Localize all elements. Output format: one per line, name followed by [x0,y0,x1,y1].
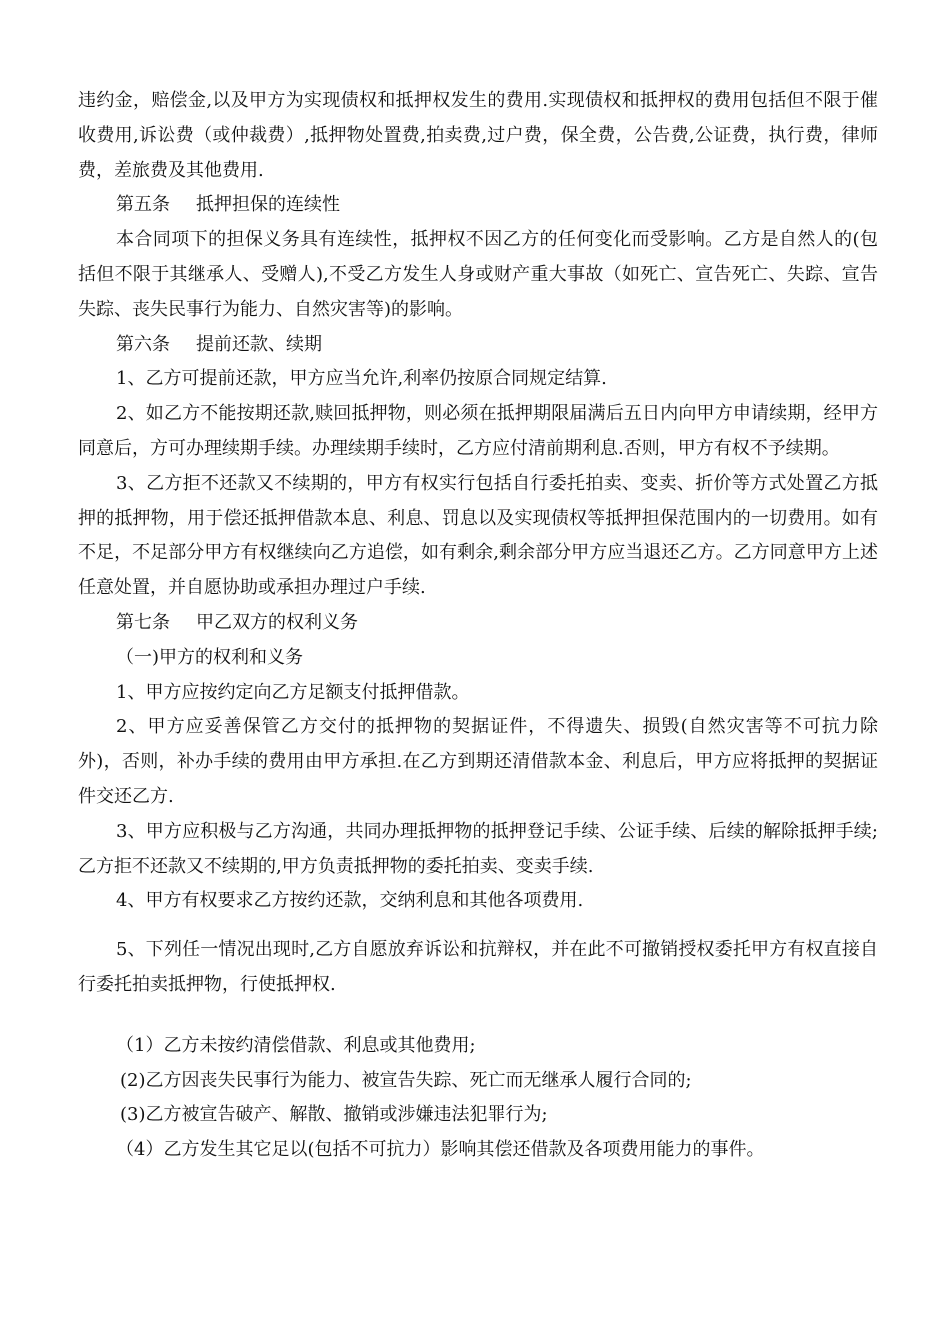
article-5-body: 本合同项下的担保义务具有连续性，抵押权不因乙方的任何变化而受影响。乙方是自然人的(包括但不限于其继承人、受赠人),不受乙方发生人身或财产重大事故（如死亡、宣告死亡、失踪、宣告失踪、丧失民事行为能力、自然灾害等)的影响。 [78,229,878,320]
list-item-3: (3)乙方被宣告破产、解散、撤销或涉嫌违法犯罪行为; [120,1104,548,1126]
spacer [78,1003,878,1029]
article-7-clause-2: 2、甲方应妥善保管乙方交付的抵押物的契据证件，不得遗失、损毁(自然灾害等不可抗力除外)，否则，补办手续的费用由甲方承担.在乙方到期还清借款本金、利息后，甲方应将抵押的契据证件交还乙方. [78,716,878,807]
article-7-clause-5: 5、下列任一情况出现时,乙方自愿放弃诉讼和抗辩权，并在此不可撤销授权委托甲方有权直接自行委托拍卖抵押物，行使抵押权. [78,939,878,995]
document-page [78,84,878,1168]
article-7-clause-4: 4、甲方有权要求乙方按约还款，交纳利息和其他各项费用. [116,890,584,912]
list-item-4: （4）乙方发生其它足以(包括不可抗力）影响其偿还借款及各项费用能力的事件。 [116,1139,765,1161]
article-6-clause-1: 1、乙方可提前还款，甲方应当允许,利率仍按原合同规定结算. [116,368,607,390]
list-item-2: (2)乙方因丧失民事行为能力、被宣告失踪、死亡而无继承人履行合同的; [120,1069,692,1091]
article-7-title: 甲乙双方的权利义务 [196,611,358,633]
article-7-clause-1: 1、甲方应按约定向乙方足额支付抵押借款。 [116,681,470,703]
list-item-1: （1）乙方未按约清偿借款、利息或其他费用; [116,1034,476,1056]
spacer [78,919,878,933]
paragraph-continuation: 违约金，赔偿金,以及甲方为实现债权和抵押权发生的费用.实现债权和抵押权的费用包括但不限于催收费用,诉讼费（或仲裁费）,抵押物处置费,拍卖费,过户费，保全费，公告费,公证费，执行费，律师费，差旅费及其他费用. [78,90,878,181]
article-7-number: 第七条 [116,611,170,633]
article-5-title: 抵押担保的连续性 [196,194,340,216]
article-6-clause-2: 2、如乙方不能按期还款,赎回抵押物，则必须在抵押期限届满后五日内向甲方申请续期，经甲方同意后，方可办理续期手续。办理续期手续时，乙方应付清前期利息.否则，甲方有权不予续期。 [78,403,878,459]
article-6-number: 第六条 [116,333,170,355]
article-5-heading [78,188,878,223]
article-7-subsection-1: （一)甲方的权利和义务 [116,646,304,668]
article-6-title: 提前还款、续期 [196,333,322,355]
article-5-number: 第五条 [116,194,170,216]
article-6-heading [78,328,878,363]
article-7-clause-3: 3、甲方应积极与乙方沟通，共同办理抵押物的抵押登记手续、公证手续、后续的解除抵押手续;乙方拒不还款又不续期的,甲方负责抵押物的委托拍卖、变卖手续. [78,820,878,877]
article-6-clause-3: 3、乙方拒不还款又不续期的，甲方有权实行包括自行委托拍卖、变卖、折价等方式处置乙方抵押的抵押物，用于偿还抵押借款本息、利息、罚息以及实现债权等抵押担保范围内的一切费用。如有不足，不足部分甲方有权继续向乙方追偿，如有剩余,剩余部分甲方应当退还乙方。乙方同意甲方上述任意处置，并自愿协助或承担办理过户手续. [78,472,878,599]
article-7-heading [78,606,878,641]
